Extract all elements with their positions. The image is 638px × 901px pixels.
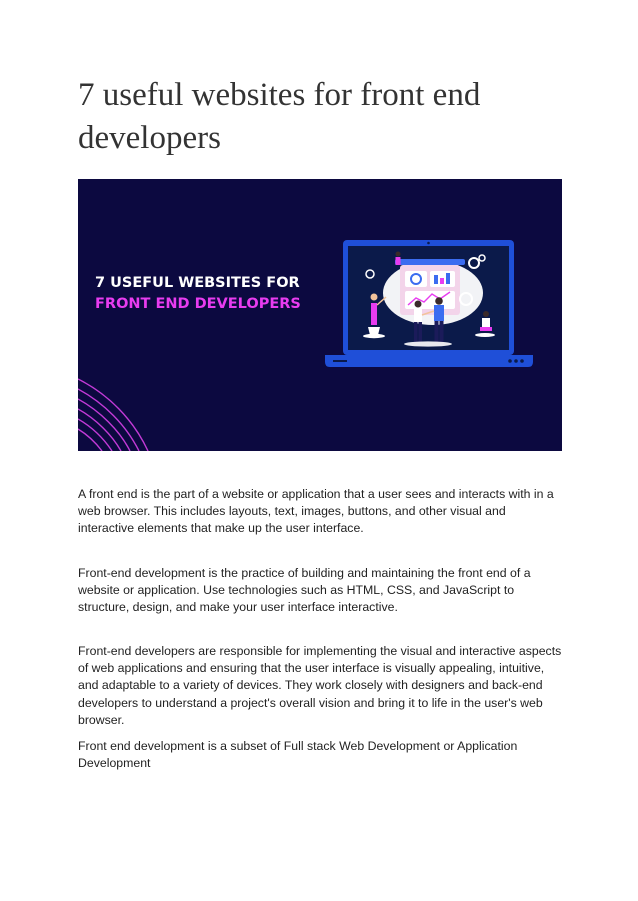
- paragraph-subset-note: Front end development is a subset of Full stack Web Development or Application Development: [78, 739, 518, 771]
- paragraph-front-end-definition: A front end is the part of a website or application that a user sees and interacts with in a web browser. This includes layouts, text, images, buttons, and other visual and interactive elements that make up the user interface.: [78, 487, 554, 536]
- banner-headline-line2: FRONT END DEVELOPERS: [95, 296, 301, 312]
- banner-headline-line1: 7 USEFUL WEBSITES FOR: [95, 275, 300, 291]
- wave-lines-decoration: [78, 379, 148, 451]
- banner-image: [78, 179, 562, 451]
- laptop-illustration: [325, 240, 533, 367]
- paragraph-front-end-development: Front-end development is the practice of building and maintaining the front end of a website or application. Use technologies such as HTML, CSS, and JavaScript to structure, design, and make your user interface interactive.: [78, 566, 531, 615]
- page-title: 7 useful websites for front end developers: [78, 77, 481, 156]
- paragraph-front-end-developers: Front-end developers are responsible for implementing the visual and interactive aspects of web applications and ensuring that the user interface is visually appealing, intuitive, and adaptable to a variety of devices. They work closely with designers and back-end developers to understand a project's overall vision and bring it to life in the user's web browser.: [78, 644, 562, 727]
